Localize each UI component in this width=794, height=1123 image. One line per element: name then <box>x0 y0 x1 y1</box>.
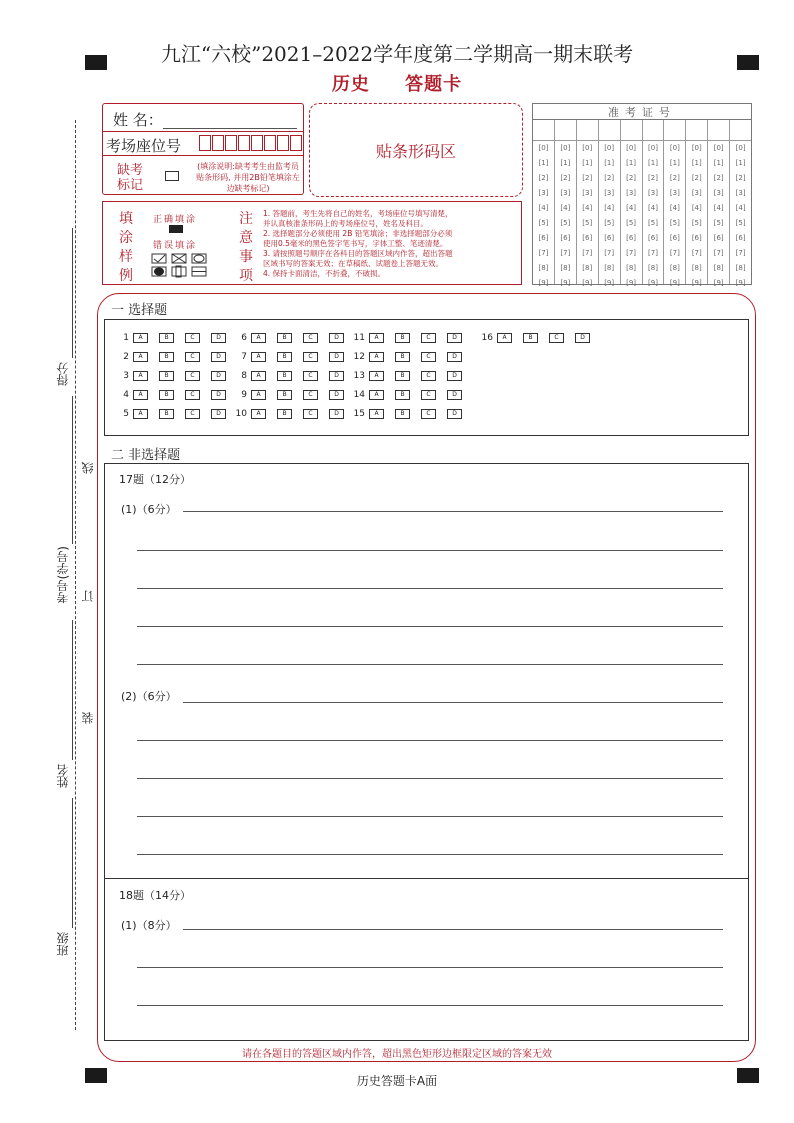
ticket-digit-bubble[interactable]: [3] <box>735 189 746 197</box>
ticket-digit-bubble[interactable]: [9] <box>582 279 593 287</box>
question-number: 4 <box>123 390 129 400</box>
option-bubble[interactable]: C <box>303 371 318 381</box>
ticket-digit-column[interactable] <box>599 120 621 287</box>
ticket-digit-bubble[interactable]: [5] <box>626 219 637 227</box>
question-number: 10 <box>235 409 247 419</box>
ticket-digit-bubble[interactable]: [9] <box>560 279 571 287</box>
ticket-digit-bubble[interactable]: [1] <box>648 159 658 167</box>
seat-label: 考场座位号 <box>106 137 182 155</box>
option-bubble[interactable]: B <box>159 333 174 343</box>
answer-line[interactable] <box>183 511 723 512</box>
option-bubble[interactable]: C <box>303 333 318 343</box>
ticket-digit-bubble[interactable]: [5] <box>560 219 571 227</box>
section1-title: 一 选择题 <box>111 303 168 318</box>
ticket-digit-bubble[interactable]: [0] <box>691 144 702 152</box>
ticket-digit-bubble[interactable]: [1] <box>560 159 571 167</box>
ticket-digit-column[interactable] <box>577 120 599 287</box>
option-bubble[interactable]: A <box>369 409 384 419</box>
option-bubble[interactable]: A <box>251 371 266 381</box>
bind-zhuang: 装 <box>81 712 95 724</box>
ticket-digit-bubble[interactable]: [8] <box>691 264 702 272</box>
answer-line[interactable] <box>137 588 723 589</box>
ticket-digit-write-cell[interactable] <box>686 120 707 141</box>
ticket-digit-bubble[interactable]: [8] <box>560 264 571 272</box>
option-bubble[interactable]: D <box>329 371 344 381</box>
correct-fill-label: 正确填涂 <box>153 215 198 225</box>
option-bubble[interactable]: C <box>421 352 436 362</box>
ticket-digit-bubble[interactable]: [5] <box>648 219 658 227</box>
ticket-digit-bubble[interactable]: [4] <box>669 204 680 212</box>
ticket-digit-bubble[interactable]: [5] <box>713 219 724 227</box>
option-bubble[interactable]: D <box>447 333 462 343</box>
ticket-digit-bubble[interactable]: [0] <box>582 144 593 152</box>
ticket-digit-bubble[interactable]: [4] <box>560 204 571 212</box>
answer-line[interactable] <box>137 854 723 855</box>
ticket-digit-bubble[interactable]: [8] <box>713 264 724 272</box>
ticket-digit-bubble[interactable]: [1] <box>604 159 615 167</box>
page-footer: 历史答题卡A面 <box>356 1074 438 1088</box>
ticket-digit-bubble[interactable]: [5] <box>538 219 549 227</box>
ticket-digit-bubble[interactable]: [0] <box>626 144 637 152</box>
q17-title: 17题（12分） <box>119 473 191 486</box>
choice-answer-area <box>104 319 749 436</box>
option-bubble[interactable]: D <box>211 371 226 381</box>
section2-title: 二 非选择题 <box>111 448 181 463</box>
choice-question-2 <box>115 352 237 362</box>
ticket-digit-bubble[interactable]: [1] <box>691 159 702 167</box>
ticket-digit-bubble[interactable]: [6] <box>648 234 658 242</box>
option-bubble[interactable]: C <box>303 390 318 400</box>
question-number: 8 <box>241 371 247 381</box>
option-bubble[interactable]: C <box>549 333 564 343</box>
answer-line[interactable] <box>137 740 723 741</box>
q17-answer-area[interactable] <box>104 463 749 879</box>
ticket-digit-bubble[interactable]: [8] <box>604 264 615 272</box>
ticket-digit-bubble[interactable]: [2] <box>560 174 571 182</box>
option-bubble[interactable]: A <box>133 371 148 381</box>
question-number: 1 <box>123 333 129 343</box>
ticket-digit-column[interactable] <box>664 120 686 287</box>
class-line <box>72 798 73 928</box>
option-bubble[interactable]: B <box>277 409 292 419</box>
ticket-digit-bubble[interactable]: [9] <box>691 279 702 287</box>
ticket-digit-bubble[interactable]: [5] <box>582 219 593 227</box>
boundary-warning: 请在各题目的答题区域内作答，超出黑色矩形边框限定区域的答案无效 <box>242 1049 552 1060</box>
option-bubble[interactable]: B <box>395 390 410 400</box>
option-bubble[interactable]: A <box>369 352 384 362</box>
choice-question-15 <box>351 409 473 419</box>
option-bubble[interactable]: D <box>329 333 344 343</box>
ticket-digit-bubble[interactable]: [1] <box>626 159 637 167</box>
ticket-digit-bubble[interactable]: [3] <box>713 189 724 197</box>
answer-line[interactable] <box>183 702 723 703</box>
ticket-digit-bubble[interactable]: [1] <box>669 159 680 167</box>
ticket-digit-write-cell[interactable] <box>577 120 598 141</box>
ticket-digit-bubble[interactable]: [7] <box>691 249 702 257</box>
ticket-digit-bubble[interactable]: [5] <box>604 219 615 227</box>
ticket-digit-column[interactable] <box>708 120 730 287</box>
bind-xian: 线 <box>81 462 95 474</box>
question-number: 13 <box>353 371 365 381</box>
ticket-digit-bubble[interactable]: [6] <box>560 234 571 242</box>
option-bubble[interactable]: C <box>421 390 436 400</box>
ticket-digit-bubble[interactable]: [2] <box>582 174 593 182</box>
ticket-digit-bubble[interactable]: [7] <box>582 249 593 257</box>
ticket-digit-bubble[interactable]: [3] <box>604 189 615 197</box>
ticket-digit-bubble[interactable]: [7] <box>604 249 615 257</box>
ticket-digit-bubble[interactable]: [6] <box>538 234 549 242</box>
ticket-digit-column[interactable] <box>730 120 751 287</box>
ticket-digit-bubble[interactable]: [1] <box>735 159 746 167</box>
ticket-digit-bubble[interactable]: [7] <box>713 249 724 257</box>
question-number: 9 <box>241 390 247 400</box>
option-bubble[interactable]: B <box>395 371 410 381</box>
ticket-digit-column[interactable] <box>555 120 577 287</box>
answer-line[interactable] <box>137 967 723 968</box>
ticket-digit-bubble[interactable]: [3] <box>669 189 680 197</box>
ticket-digit-bubble[interactable]: [7] <box>538 249 549 257</box>
ticket-digit-bubble[interactable]: [2] <box>691 174 702 182</box>
question-number: 7 <box>241 352 247 362</box>
choice-question-13 <box>351 371 473 381</box>
option-bubble[interactable]: C <box>185 371 200 381</box>
option-bubble[interactable]: C <box>303 352 318 362</box>
ticket-digit-bubble[interactable]: [8] <box>538 264 549 272</box>
q18-title: 18题（14分） <box>119 889 191 902</box>
seat-number-boxes[interactable] <box>199 135 303 151</box>
option-bubble[interactable]: C <box>185 409 200 419</box>
ticket-digit-bubble[interactable]: [2] <box>735 174 746 182</box>
notice-title: 注 意 事 项 <box>239 211 253 284</box>
choice-question-10 <box>233 409 355 419</box>
card-label: 答题卡 <box>405 74 463 95</box>
option-bubble[interactable]: B <box>277 333 292 343</box>
question-number: 5 <box>123 409 129 419</box>
option-bubble[interactable]: B <box>159 352 174 362</box>
option-bubble[interactable]: B <box>159 371 174 381</box>
ticket-digit-write-cell[interactable] <box>555 120 576 141</box>
q17-part1-label: (1)（6分） <box>121 503 177 516</box>
ticket-digit-bubble[interactable]: [8] <box>648 264 658 272</box>
option-bubble[interactable]: C <box>303 409 318 419</box>
binding-dashed-line <box>75 120 76 1030</box>
score-line <box>72 228 73 358</box>
barcode-area <box>309 103 523 197</box>
option-bubble[interactable]: B <box>159 390 174 400</box>
ticket-digit-bubble[interactable]: [2] <box>626 174 637 182</box>
ticket-digit-bubble[interactable]: [6] <box>626 234 637 242</box>
choice-question-16 <box>479 333 601 343</box>
ticket-digit-bubble[interactable]: [3] <box>560 189 571 197</box>
choice-question-1 <box>115 333 237 343</box>
option-bubble[interactable]: D <box>329 409 344 419</box>
ticket-digit-bubble[interactable]: [6] <box>735 234 746 242</box>
ticket-number-grid[interactable] <box>532 103 752 285</box>
ticket-digit-bubble[interactable]: [3] <box>538 189 549 197</box>
option-bubble[interactable]: B <box>395 333 410 343</box>
ticket-digit-bubble[interactable]: [0] <box>648 144 658 152</box>
option-bubble[interactable]: B <box>277 390 292 400</box>
barcode-label: 贴条形码区 <box>375 141 456 161</box>
ticket-digit-write-cell[interactable] <box>533 120 554 141</box>
option-bubble[interactable]: C <box>185 390 200 400</box>
option-bubble[interactable]: D <box>447 409 462 419</box>
option-bubble[interactable]: D <box>447 371 462 381</box>
name-label: 姓 名： <box>113 111 163 129</box>
option-bubble[interactable]: D <box>211 390 226 400</box>
ticket-digit-bubble[interactable]: [3] <box>582 189 593 197</box>
ticket-digit-bubble[interactable]: [6] <box>582 234 593 242</box>
ticket-digit-bubble[interactable]: [1] <box>582 159 593 167</box>
q18-answer-area[interactable] <box>104 877 749 1041</box>
option-bubble[interactable]: B <box>395 352 410 362</box>
ticket-digit-write-cell[interactable] <box>621 120 642 141</box>
option-bubble[interactable]: A <box>497 333 512 343</box>
wrong-fill-samples <box>150 252 212 280</box>
ticket-digit-bubble[interactable]: [2] <box>669 174 680 182</box>
option-bubble[interactable]: A <box>251 390 266 400</box>
ticket-digit-write-cell[interactable] <box>643 120 664 141</box>
ticket-digit-bubble[interactable]: [7] <box>626 249 637 257</box>
option-bubble[interactable]: B <box>159 409 174 419</box>
ticket-digit-bubble[interactable]: [9] <box>713 279 724 287</box>
option-bubble[interactable]: C <box>185 352 200 362</box>
option-bubble[interactable]: D <box>329 352 344 362</box>
side-score-label: 得分 <box>56 362 70 386</box>
choice-question-9 <box>233 390 355 400</box>
ticket-digit-write-cell[interactable] <box>599 120 620 141</box>
option-bubble[interactable]: C <box>421 409 436 419</box>
question-number: 16 <box>481 333 493 343</box>
option-bubble[interactable]: D <box>211 333 226 343</box>
ticket-title: 准考证号 <box>533 104 751 120</box>
question-number: 11 <box>353 333 365 343</box>
ticket-digit-bubble[interactable]: [3] <box>626 189 637 197</box>
ticket-digit-bubble[interactable]: [7] <box>735 249 746 257</box>
side-class-label: 班级 <box>56 932 70 956</box>
ticket-digit-bubble[interactable]: [6] <box>604 234 615 242</box>
wrong-fill-label: 错误填涂 <box>153 241 198 251</box>
ticket-digit-write-cell[interactable] <box>664 120 685 141</box>
option-bubble[interactable]: B <box>277 352 292 362</box>
option-bubble[interactable]: D <box>447 352 462 362</box>
question-number: 14 <box>353 390 365 400</box>
absent-label: 缺考 标记 <box>117 163 144 193</box>
ticket-digit-bubble[interactable]: [6] <box>691 234 702 242</box>
ticket-digit-bubble[interactable]: [9] <box>735 279 746 287</box>
answer-line[interactable] <box>137 1005 723 1006</box>
option-bubble[interactable]: A <box>133 390 148 400</box>
side-exam-no-label: 考号(学号) <box>56 546 70 604</box>
ticket-digit-bubble[interactable]: [4] <box>713 204 724 212</box>
fill-example-title: 填 涂 样 例 <box>119 211 133 284</box>
answer-line[interactable] <box>137 816 723 817</box>
exam-title: 九江“六校”2021–2022学年度第二学期高一期末联考 <box>160 42 634 66</box>
question-number: 12 <box>353 352 365 362</box>
ticket-digit-column[interactable] <box>533 120 555 287</box>
option-bubble[interactable]: A <box>369 333 384 343</box>
q17-part2-label: (2)（6分） <box>121 690 177 703</box>
answer-line[interactable] <box>137 778 723 779</box>
choice-question-14 <box>351 390 473 400</box>
card-title <box>0 70 794 96</box>
option-bubble[interactable]: D <box>447 390 462 400</box>
option-bubble[interactable]: A <box>369 390 384 400</box>
choice-question-8 <box>233 371 355 381</box>
ticket-digit-write-cell[interactable] <box>730 120 751 141</box>
option-bubble[interactable]: D <box>575 333 590 343</box>
ticket-digit-bubble[interactable]: [7] <box>669 249 680 257</box>
ticket-digit-bubble[interactable]: [4] <box>626 204 637 212</box>
ticket-digit-bubble[interactable]: [3] <box>691 189 702 197</box>
ticket-digit-bubble[interactable]: [7] <box>648 249 658 257</box>
choice-question-11 <box>351 333 473 343</box>
ticket-digit-bubble[interactable]: [5] <box>735 219 746 227</box>
absent-checkbox[interactable] <box>165 171 179 181</box>
option-bubble[interactable]: C <box>421 333 436 343</box>
ticket-digit-bubble[interactable]: [9] <box>648 279 658 287</box>
ticket-digit-bubble[interactable]: [8] <box>669 264 680 272</box>
option-bubble[interactable]: D <box>211 409 226 419</box>
ticket-digit-bubble[interactable]: [2] <box>648 174 658 182</box>
answer-line[interactable] <box>183 929 723 930</box>
answer-line[interactable] <box>137 550 723 551</box>
choice-question-3 <box>115 371 237 381</box>
ticket-digit-bubble[interactable]: [0] <box>669 144 680 152</box>
ticket-digit-bubble[interactable]: [1] <box>713 159 724 167</box>
ticket-digit-bubble[interactable]: [2] <box>713 174 724 182</box>
question-number: 15 <box>353 409 365 419</box>
ticket-digit-write-cell[interactable] <box>708 120 729 141</box>
choice-question-4 <box>115 390 237 400</box>
ticket-digit-bubble[interactable]: [2] <box>604 174 615 182</box>
answer-line[interactable] <box>137 664 723 665</box>
ticket-digit-bubble[interactable]: [6] <box>669 234 680 242</box>
name-line <box>72 620 73 760</box>
choice-question-5 <box>115 409 237 419</box>
ticket-digit-bubble[interactable]: [5] <box>691 219 702 227</box>
option-bubble[interactable]: D <box>211 352 226 362</box>
ticket-digit-bubble[interactable]: [3] <box>648 189 658 197</box>
correct-fill-sample <box>169 225 183 233</box>
option-bubble[interactable]: A <box>369 371 384 381</box>
fill-instructions-box <box>102 201 522 285</box>
answer-line[interactable] <box>137 626 723 627</box>
ticket-digit-bubble[interactable]: [4] <box>691 204 702 212</box>
option-bubble[interactable]: A <box>133 333 148 343</box>
question-number: 6 <box>241 333 247 343</box>
question-number: 3 <box>123 371 129 381</box>
ticket-digit-bubble[interactable]: [0] <box>538 144 549 152</box>
ticket-digit-bubble[interactable]: [0] <box>560 144 571 152</box>
ticket-digit-bubble[interactable]: [4] <box>582 204 593 212</box>
ticket-digit-bubble[interactable]: [9] <box>604 279 615 287</box>
q18-part1-label: (1)（8分） <box>121 919 177 932</box>
ticket-digit-bubble[interactable]: [8] <box>582 264 593 272</box>
option-bubble[interactable]: D <box>329 390 344 400</box>
choice-question-12 <box>351 352 473 362</box>
ticket-digit-bubble[interactable]: [9] <box>626 279 637 287</box>
ticket-digit-bubble[interactable]: [4] <box>648 204 658 212</box>
ticket-digit-column[interactable] <box>686 120 708 287</box>
question-number: 2 <box>123 352 129 362</box>
ticket-digit-bubble[interactable]: [4] <box>735 204 746 212</box>
side-name-label: 姓名 <box>56 764 70 788</box>
bind-ding: 订 <box>81 590 95 602</box>
option-bubble[interactable]: A <box>133 352 148 362</box>
ticket-digit-bubble[interactable]: [0] <box>735 144 746 152</box>
option-bubble[interactable]: C <box>185 333 200 343</box>
ticket-digit-bubble[interactable]: [0] <box>713 144 724 152</box>
ticket-digit-bubble[interactable]: [9] <box>538 279 549 287</box>
ticket-digit-bubble[interactable]: [0] <box>604 144 615 152</box>
ticket-digit-bubble[interactable]: [7] <box>560 249 571 257</box>
option-bubble[interactable]: B <box>395 409 410 419</box>
subject-label: 历史 <box>331 74 370 95</box>
option-bubble[interactable]: B <box>277 371 292 381</box>
option-bubble[interactable]: A <box>251 333 266 343</box>
ticket-digit-bubble[interactable]: [6] <box>713 234 724 242</box>
exam-no-line <box>72 396 73 544</box>
ticket-digit-bubble[interactable]: [4] <box>538 204 549 212</box>
ticket-digit-bubble[interactable]: [5] <box>669 219 680 227</box>
absent-note: (填涂说明:缺考考生由监考员贴条形码, 并用2B铅笔填涂左边缺考标记) <box>196 162 300 193</box>
ticket-digit-bubble[interactable]: [8] <box>735 264 746 272</box>
ticket-digit-column[interactable] <box>643 120 665 287</box>
student-info-box <box>102 103 304 195</box>
option-bubble[interactable]: A <box>251 352 266 362</box>
option-bubble[interactable]: C <box>421 371 436 381</box>
choice-question-6 <box>233 333 355 343</box>
notice-list: 1. 答题前，考生先将自己的姓名，考场座位号填写清楚， 并认真核准条形码上的考场座位号，姓名及科目。 2. 选择题部分必须使用 2B 铅笔填涂；非选择题部分必须 使用0.5毫米的黑色签字笔书写，字体工整、笔迹清楚。 3. 请按照题号顺序在各科目的答题区域内作答，超出答题 区域书写的答案无效；在草稿纸、试题卷上答题无效。 4. 保持卡面清洁，不折叠，不破损。 <box>263 209 453 278</box>
ticket-digit-bubble[interactable]: [9] <box>669 279 680 287</box>
ticket-digit-bubble[interactable]: [8] <box>626 264 637 272</box>
option-bubble[interactable]: A <box>133 409 148 419</box>
ticket-digit-column[interactable] <box>621 120 643 287</box>
ticket-digit-bubble[interactable]: [4] <box>604 204 615 212</box>
option-bubble[interactable]: B <box>523 333 538 343</box>
ticket-digit-bubble[interactable]: [2] <box>538 174 549 182</box>
option-bubble[interactable]: A <box>251 409 266 419</box>
choice-question-7 <box>233 352 355 362</box>
name-input-line[interactable] <box>163 128 297 129</box>
ticket-digit-bubble[interactable]: [1] <box>538 159 549 167</box>
